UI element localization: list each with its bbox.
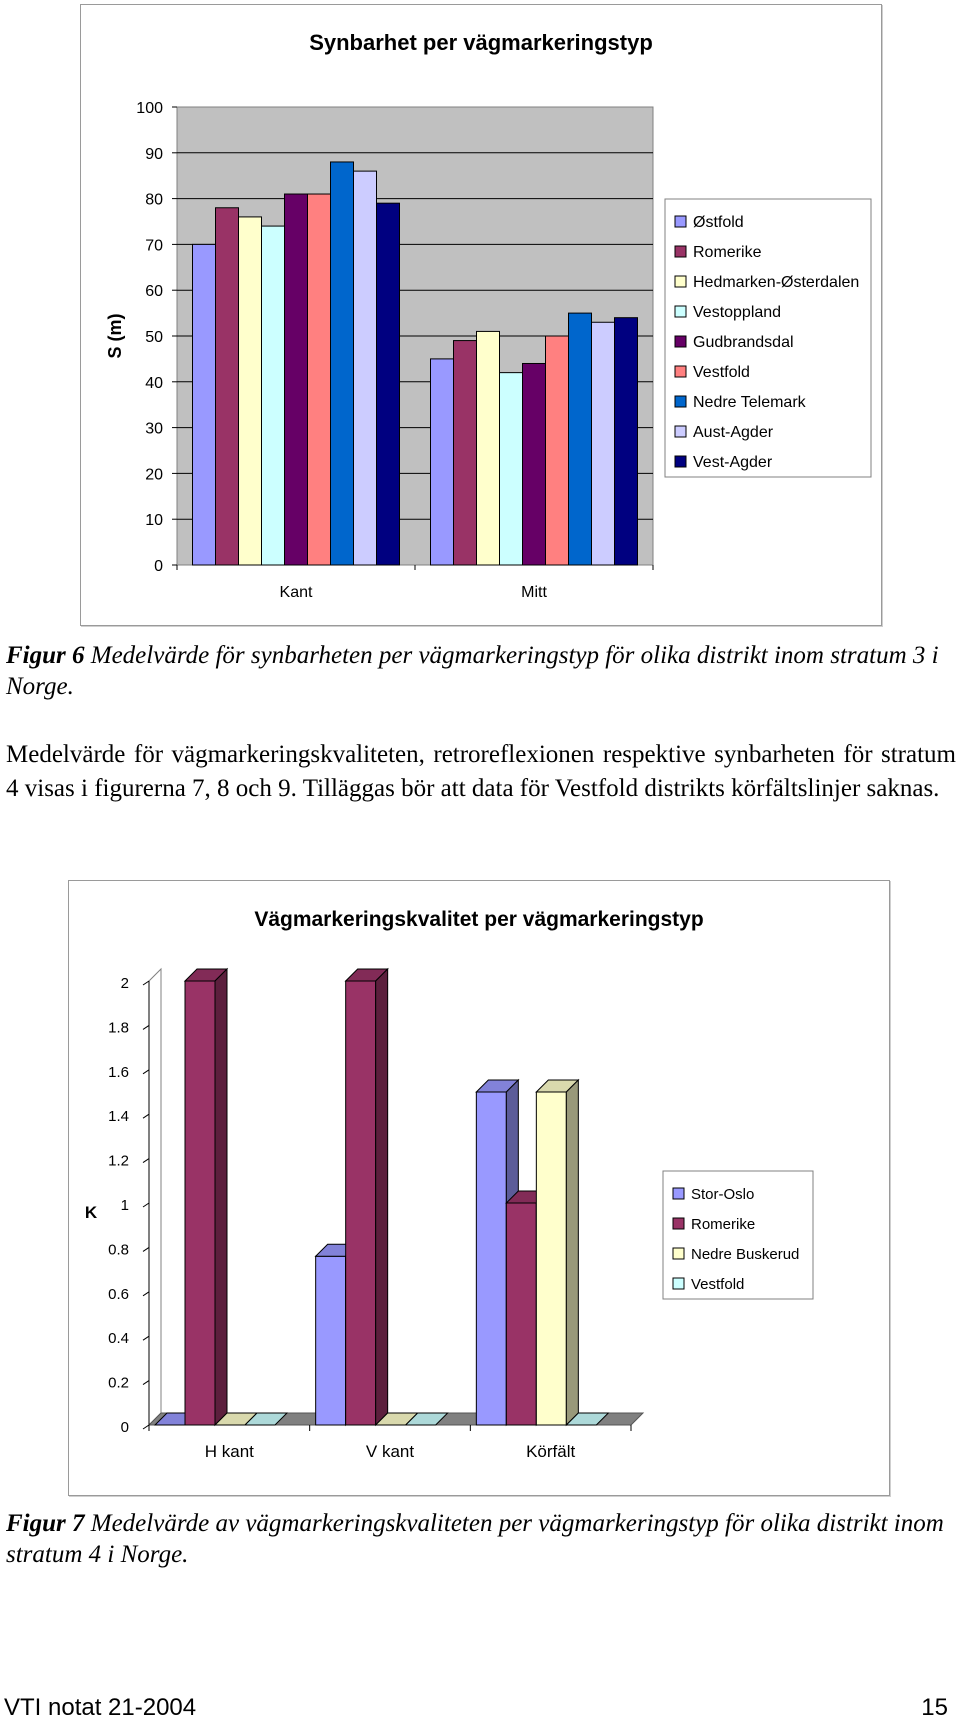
legend-label: Stor-Oslo	[691, 1186, 755, 1203]
y-tick-label: 0.6	[108, 1285, 129, 1303]
y-tick-label: 20	[145, 466, 163, 484]
y-tick	[143, 1247, 149, 1251]
legend-label: Romerike	[693, 244, 762, 261]
y-tick	[143, 1025, 149, 1029]
y-tick	[143, 1425, 149, 1429]
bar	[592, 322, 615, 565]
bar	[354, 171, 377, 565]
y-tick	[143, 1159, 149, 1163]
y-tick-label: 80	[145, 191, 163, 209]
chart-kvalitet	[68, 880, 890, 1496]
legend-swatch	[675, 366, 686, 377]
y-tick	[143, 1292, 149, 1296]
y-tick-label: 1.4	[108, 1108, 129, 1126]
legend-swatch	[673, 1278, 684, 1289]
bar	[193, 244, 216, 565]
footer-title: VTI notat 21-2004	[4, 1694, 197, 1721]
y-tick	[143, 981, 149, 985]
bar	[285, 194, 308, 565]
y-tick-label: 2	[120, 975, 129, 992]
bar	[331, 162, 354, 565]
y-tick-label: 40	[145, 374, 163, 392]
y-tick-label: 1	[120, 1197, 129, 1214]
chart-title: Synbarhet per vägmarkeringstyp	[309, 30, 653, 55]
y-tick	[143, 1070, 149, 1074]
y-tick-label: 1.6	[108, 1063, 129, 1081]
y-tick-label: 60	[145, 283, 163, 301]
legend-label: Romerike	[691, 1216, 756, 1233]
legend-swatch	[675, 396, 686, 407]
figure-7-text: Medelvärde av vägmarkeringskvaliteten per vägmarkeringstyp för olika distrikt inom stratum 4 i Norge.	[6, 1510, 944, 1568]
y-tick-label: 0	[154, 558, 163, 575]
legend-label: Nedre Buskerud	[691, 1246, 800, 1263]
bar	[216, 208, 239, 565]
y-axis-label: K	[84, 1203, 98, 1222]
legend-swatch	[673, 1218, 684, 1229]
bar	[262, 226, 285, 565]
bar	[523, 363, 546, 565]
legend-label: Vestfold	[691, 1276, 745, 1293]
legend-swatch	[675, 336, 686, 347]
legend-swatch	[673, 1188, 684, 1199]
bar	[239, 217, 262, 565]
legend-label: Vestfold	[693, 364, 750, 381]
page-number: 15	[921, 1694, 948, 1721]
y-tick-label: 0.4	[108, 1330, 129, 1348]
bar	[377, 203, 400, 565]
bar	[316, 1256, 346, 1425]
figure-7-label: Figur 7	[6, 1510, 85, 1537]
bar	[506, 1203, 536, 1425]
bar-side	[566, 1080, 578, 1425]
y-tick	[143, 1336, 149, 1340]
y-axis-label: S (m)	[105, 313, 125, 359]
body-paragraph: Medelvärde för vägmarkeringskvaliteten, retroreflexionen respektive synbarheten för stratum 4 visas i figurerna 7, 8 och 9. Tilläggas bör att data för Vestfold distrikts körfältslinjer saknas.	[6, 741, 956, 802]
chart-title: Vägmarkeringskvalitet per vägmarkeringstyp	[254, 908, 704, 931]
y-tick-label: 10	[145, 512, 163, 530]
legend-swatch	[675, 246, 686, 257]
bar	[308, 194, 331, 565]
chart-kvalitet-svg	[69, 881, 889, 1495]
legend-label: Vestoppland	[693, 304, 782, 321]
legend-swatch	[675, 216, 686, 227]
legend-swatch	[675, 426, 686, 437]
bar-side	[215, 969, 227, 1425]
legend-swatch	[673, 1248, 684, 1259]
legend-label: Vest-Agder	[693, 454, 773, 471]
figure-6-text: Medelvärde för synbarheten per vägmarkeringstyp för olika distrikt inom stratum 3 i Norge.	[6, 642, 939, 700]
legend-label: Aust-Agder	[693, 424, 774, 441]
x-tick-label: Mitt	[521, 584, 547, 601]
x-tick-label: Kant	[279, 584, 313, 601]
bar	[346, 981, 376, 1425]
bar	[185, 981, 215, 1425]
legend-swatch	[675, 456, 686, 467]
legend-label: Hedmarken-Østerdalen	[693, 274, 860, 291]
y-tick	[143, 1114, 149, 1118]
y-tick-label: 0	[120, 1419, 129, 1436]
bar-side	[376, 969, 388, 1425]
legend-label: Gudbrandsdal	[693, 334, 794, 351]
chart-synbarhet-svg	[81, 5, 881, 625]
x-tick-label: V kant	[365, 1442, 415, 1461]
x-tick-label: H kant	[204, 1442, 254, 1461]
y-tick-label: 70	[145, 237, 163, 255]
bar	[477, 331, 500, 565]
figure-6-label: Figur 6	[6, 642, 85, 669]
bar	[431, 359, 454, 565]
legend-label: Nedre Telemark	[693, 394, 806, 411]
y-tick	[143, 1381, 149, 1385]
y-tick-label: 100	[136, 100, 163, 117]
y-tick-label: 1.8	[108, 1019, 129, 1037]
chart-synbarhet	[80, 4, 882, 626]
legend-label: Østfold	[693, 214, 744, 231]
y-tick-label: 50	[145, 329, 163, 346]
bar	[476, 1092, 506, 1425]
x-tick-label: Körfält	[526, 1442, 576, 1461]
y-tick-label: 30	[145, 420, 163, 438]
y-tick-label: 0.2	[108, 1374, 129, 1392]
bar	[546, 336, 569, 565]
figure-6-caption	[6, 640, 956, 702]
figure-7-caption	[6, 1508, 956, 1570]
bar	[569, 313, 592, 565]
bar	[615, 318, 638, 565]
side-wall	[149, 969, 161, 1425]
y-tick-label: 1.2	[108, 1152, 129, 1170]
legend-swatch	[675, 306, 686, 317]
bar	[536, 1092, 566, 1425]
bar	[500, 373, 523, 565]
y-tick	[143, 1203, 149, 1207]
y-tick-label: 0.8	[108, 1241, 129, 1259]
bar	[454, 341, 477, 565]
legend-swatch	[675, 276, 686, 287]
y-tick-label: 90	[145, 145, 163, 163]
